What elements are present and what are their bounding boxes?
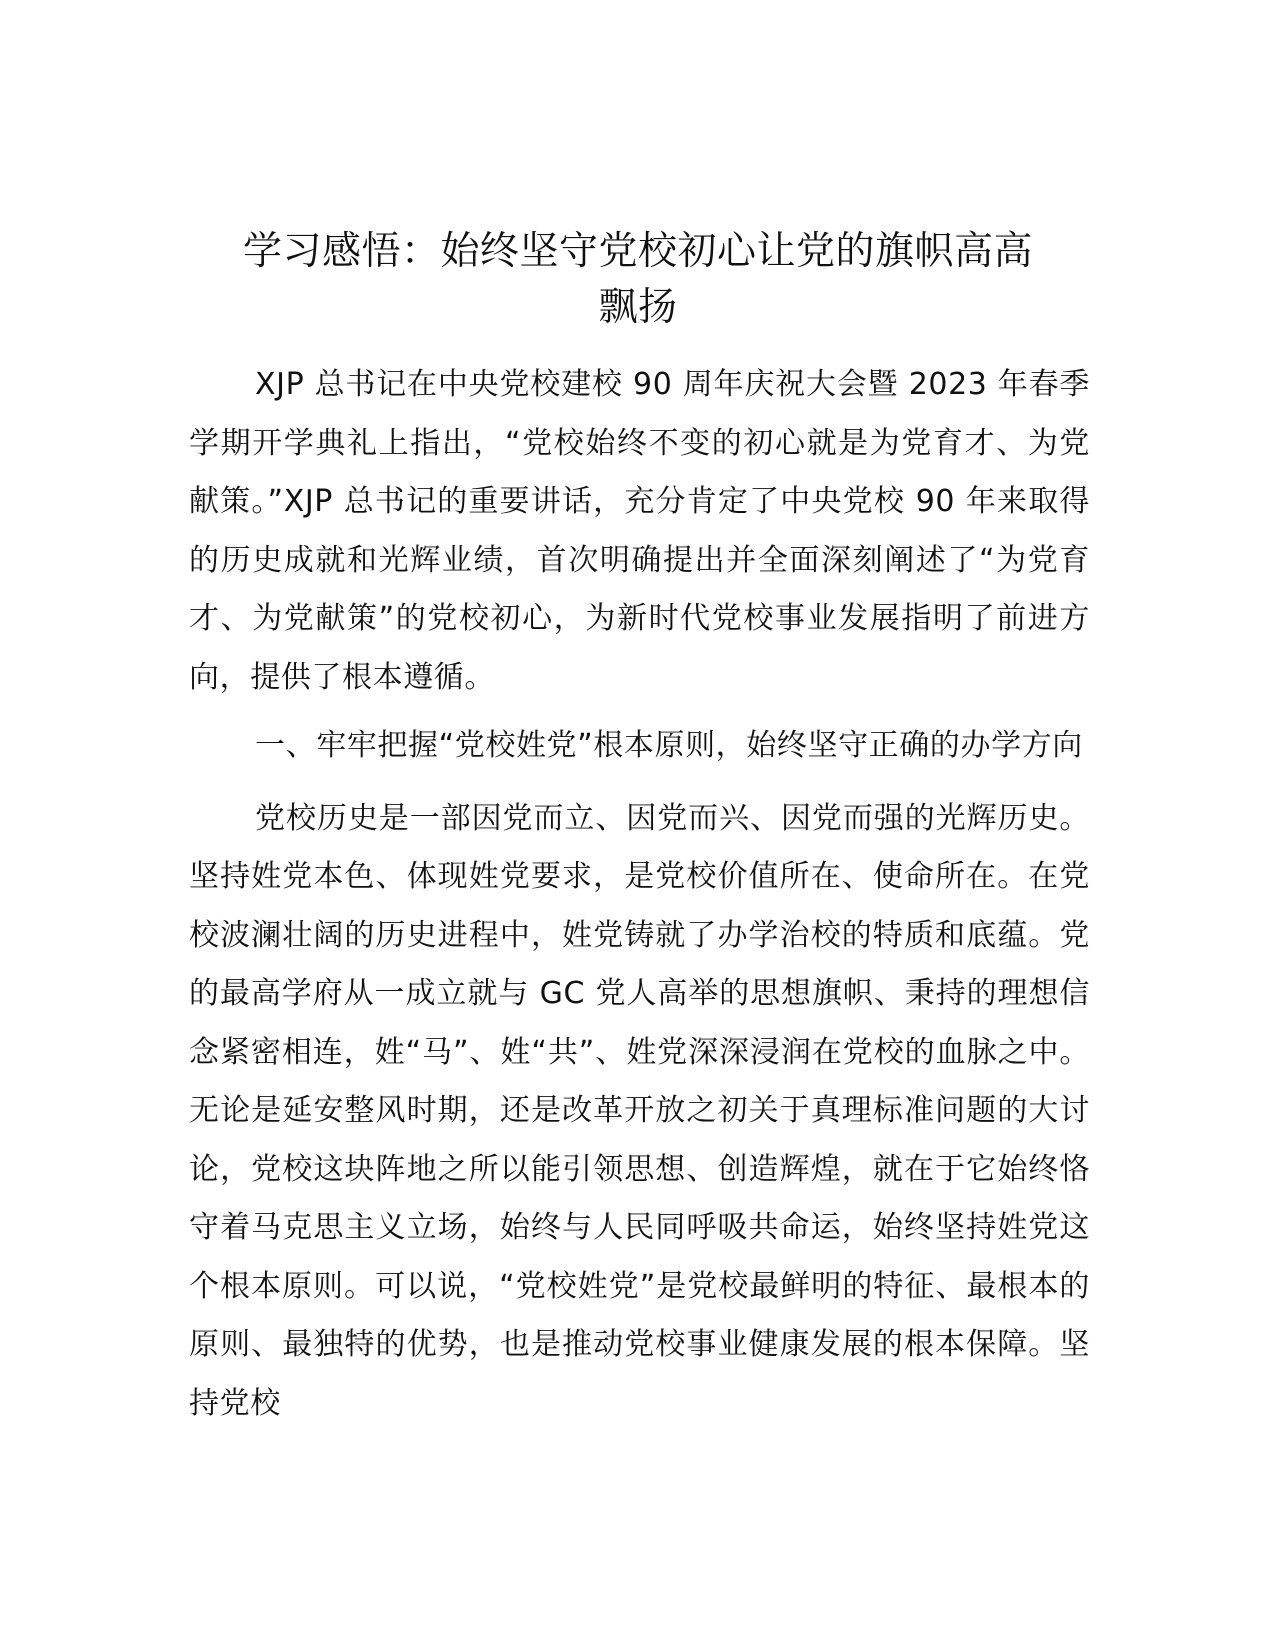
title-line-2: 飘扬 bbox=[598, 285, 678, 330]
document-body bbox=[189, 356, 1090, 1433]
title-line-1: 学习感悟：始终坚守党校初心让党的旗帜高高 bbox=[242, 229, 1033, 274]
section-heading-1: 一、牢牢把握“党校姓党”根本原则，始终坚守正确的办学方向 bbox=[255, 728, 1083, 763]
intro-paragraph: XJP 总书记在中央党校建校 90 周年庆祝大会暨 2023 年春季学期开学典礼上指出，“党校始终不变的初心就是为党育才、为党献策。”XJP 总书记的重要讲话，充分肯定了中央党校 90 年来取得的历史成就和光辉业绩，首次明确提出并全面深刻阐述了“为党育才、为党献策”的党校初心，为新时代党校事业发展指明了前进方向，提供了根本遵循。 bbox=[189, 367, 1090, 695]
body-paragraph: 党校历史是一部因党而立、因党而兴、因党而强的光辉历史。坚持姓党本色、体现姓党要求，是党校价值所在、使命所在。在党校波澜壮阔的历史进程中，姓党铸就了办学治校的特质和底蕴。党的最高学府从一成立就与 GC 党人高举的思想旗帜、秉持的理想信念紧密相连，姓“马”、姓“共”、姓党深深浸润在党校的血脉之中。无论是延安整风时期，还是改革开放之初关于真理标准问题的大讨论，党校这块阵地之所以能引领思想、创造辉煌，就在于它始终恪守着马克思主义立场，始终与人民同呼吸共命运，始终坚持姓党这个根本原则。可以说，“党校姓党”是党校最鲜明的特征、最根本的原则、最独特的优势，也是推动党校事业健康发展的根本保障。坚持党校 bbox=[189, 800, 1090, 1421]
document-title bbox=[188, 224, 1088, 336]
